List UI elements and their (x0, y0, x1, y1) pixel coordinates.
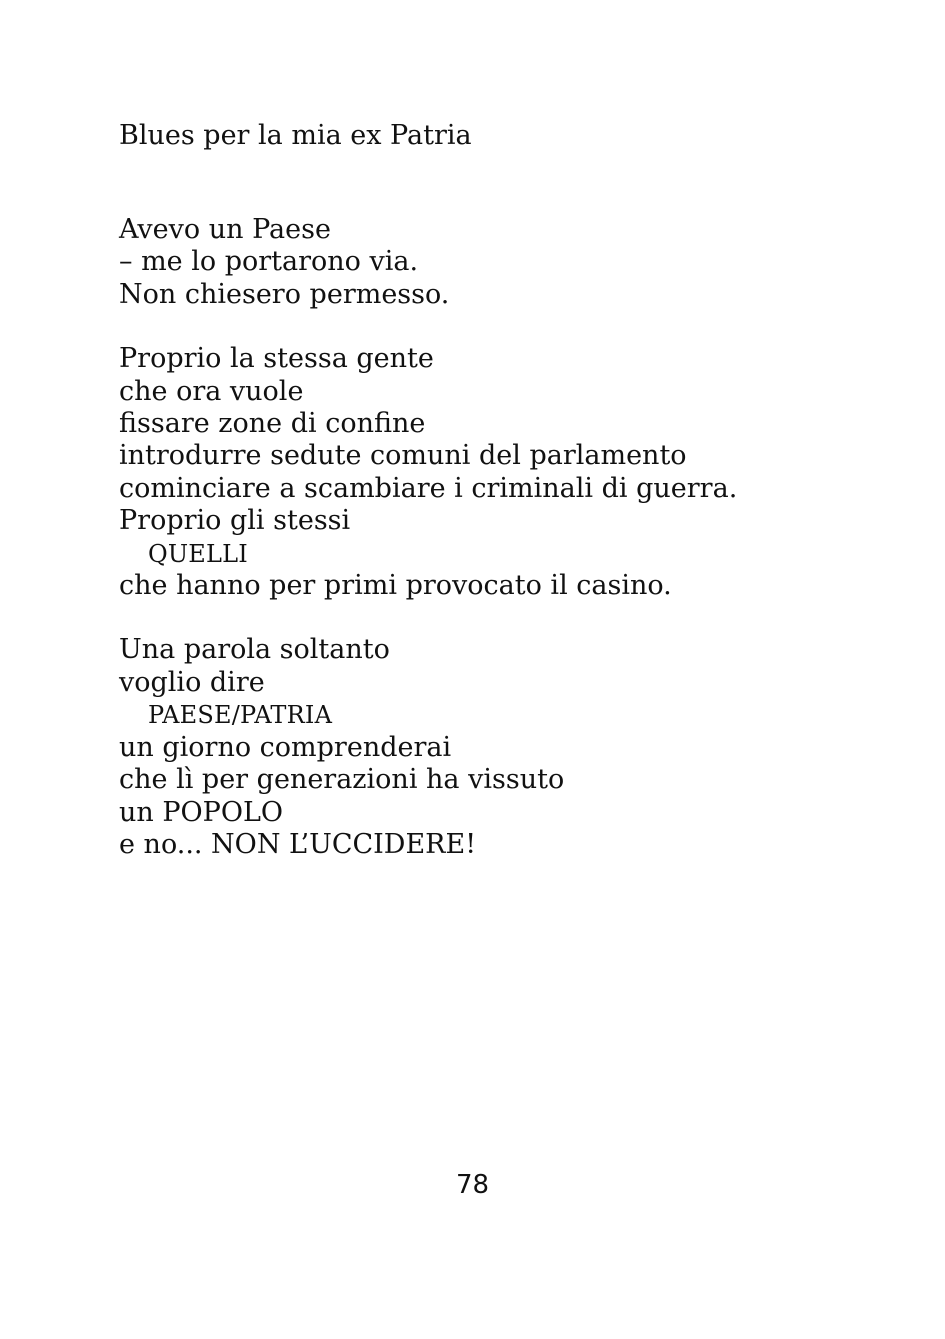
poem-line-indented: QUELLI (148, 539, 248, 568)
poem-title: Blues per la mia ex Patria (119, 120, 472, 151)
stanza-2 (119, 343, 879, 602)
poem-line: un POPOLO (119, 796, 284, 828)
poem-line: cominciare a scambiare i criminali di guerra. (119, 472, 738, 504)
poem-line: fissare zone di confine (119, 408, 426, 440)
poem-body (119, 214, 879, 893)
poem-line: Proprio la stessa gente (119, 343, 434, 375)
poem-line: Proprio gli stessi (119, 505, 351, 537)
poem-line: introdurre sedute comuni del parlamento (119, 440, 687, 472)
poem-line: un giorno comprenderai (119, 731, 452, 763)
poem-line: voglio dire (119, 666, 265, 698)
stanza-1 (119, 214, 879, 311)
page-number: 78 (455, 1170, 490, 1200)
poem-line: e no... NON L’UCCIDERE! (119, 828, 477, 860)
poem-line: che ora vuole (119, 375, 304, 407)
poem-line: Non chiesero permesso. (119, 278, 450, 310)
poem-line: che hanno per primi provocato il casino. (119, 570, 672, 602)
poem-line: Una parola soltanto (119, 634, 390, 666)
stanza-3 (119, 634, 879, 861)
poem-line: Avevo un Paese (119, 214, 331, 245)
poem-line-indented: PAESE/PATRIA (148, 701, 333, 730)
poem-line: – me lo portarono via. (119, 246, 419, 278)
poem-line: che lì per generazioni ha vissuto (119, 764, 565, 796)
